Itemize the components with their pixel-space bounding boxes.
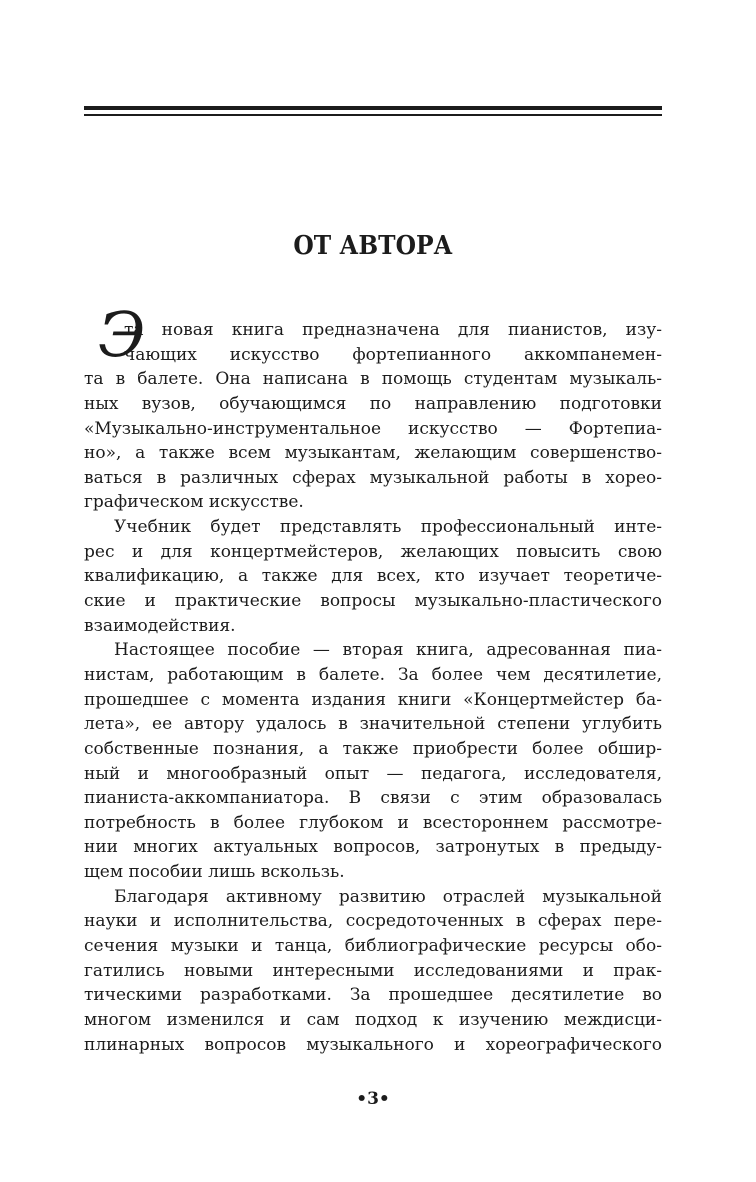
text-line: щем пособии лишь вскользь. bbox=[84, 862, 345, 883]
header-rule-thin bbox=[84, 114, 662, 116]
text-line: графическом искусстве. bbox=[84, 492, 304, 513]
text-line: собственные познания, а также приобрести более обшир- bbox=[84, 738, 662, 759]
text-line: нии многих актуальных вопросов, затронутых в предыду- bbox=[84, 837, 662, 858]
text-line: многом изменился и сам подход к изучению междисци- bbox=[84, 1009, 662, 1030]
text-line: рес и для концертмейстеров, желающих повысить свою bbox=[84, 541, 662, 562]
text-line: та новая книга предназначена для пианистов, изу- bbox=[124, 320, 662, 340]
text-line: прошедшее с момента издания книги «Концертмейстер ба- bbox=[84, 689, 662, 710]
text-line: ские и практические вопросы музыкально-пластического bbox=[84, 591, 662, 612]
text-line: сечения музыки и танца, библиографические ресурсы обо- bbox=[84, 936, 662, 957]
text-line: пианиста-аккомпаниатора. В связи с этим образовалась bbox=[84, 788, 662, 809]
chapter-title: ОТ АВТОРА bbox=[293, 231, 453, 261]
text-line: тическими разработками. За прошедшее десятилетие во bbox=[84, 985, 662, 1006]
paragraph-4 bbox=[84, 885, 662, 1057]
text-line: квалификацию, а также для всех, кто изучает теоретиче- bbox=[84, 566, 662, 587]
paragraph-2 bbox=[84, 515, 662, 638]
page-number: •3• bbox=[356, 1089, 390, 1109]
paragraph-1 bbox=[84, 318, 662, 515]
text-line: нистам, работающим в балете. За более чем десятилетие, bbox=[84, 664, 662, 685]
paragraph-3 bbox=[84, 638, 662, 884]
text-line: Учебник будет представлять профессиональный инте- bbox=[114, 517, 662, 538]
text-line: ных вузов, обучающимся по направлению подготовки bbox=[84, 393, 662, 414]
text-line: плинарных вопросов музыкального и хореографического bbox=[84, 1034, 662, 1055]
text-line: но», а также всем музыкантам, желающим совершенство- bbox=[84, 443, 662, 464]
text-line: та в балете. Она написана в помощь студентам музыкаль- bbox=[84, 369, 662, 390]
text-line: науки и исполнительства, сосредоточенных в сферах пере- bbox=[84, 911, 662, 932]
header-rule-thick bbox=[84, 106, 662, 110]
text-line: ваться в различных сферах музыкальной работы в хорео- bbox=[84, 467, 662, 488]
text-line: взаимодействия. bbox=[84, 615, 236, 636]
text-line: гатились новыми интересными исследованиями и прак- bbox=[84, 960, 662, 981]
text-line: ный и многообразный опыт — педагога, исследователя, bbox=[84, 763, 662, 784]
text-line: чающих искусство фортепианного аккомпанемен- bbox=[124, 344, 662, 365]
body-text bbox=[84, 318, 662, 1057]
text-line: лета», ее автору удалось в значительной степени углубить bbox=[84, 714, 662, 735]
text-line: Благодаря активному развитию отраслей музыкальной bbox=[114, 886, 662, 907]
text-line: «Музыкально-инструментальное искусство — Фортепиа- bbox=[84, 418, 662, 439]
text-line: Настоящее пособие — вторая книга, адресованная пиа- bbox=[114, 640, 662, 661]
drop-cap-letter: Э bbox=[98, 298, 146, 371]
text-line: потребность в более глубоком и всестороннем рассмотре- bbox=[84, 812, 662, 833]
